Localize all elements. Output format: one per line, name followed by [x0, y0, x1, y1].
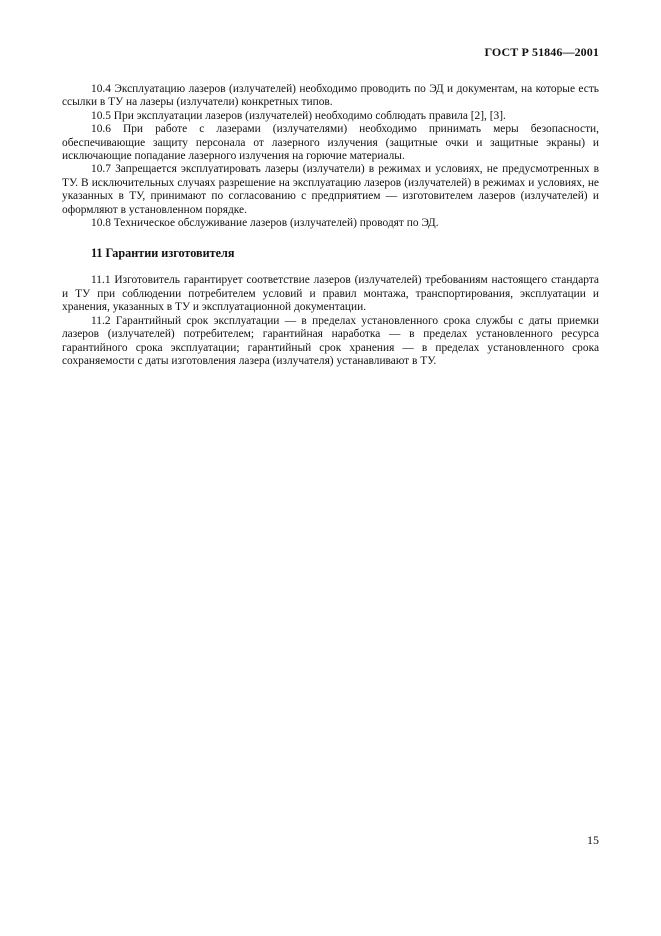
- document-body: [62, 83, 599, 368]
- paragraph-11-1: 11.1 Изготовитель гарантирует соответствие лазеров (излучателей) требованиям настоящего стандарта и ТУ при соблюдении потребителем условий и правил монтажа, транспортирования, эксплуатации и хранения, указанных в ТУ и эксплуатационной документации.: [62, 274, 599, 314]
- section-heading-11: 11 Гарантии изготовителя: [91, 246, 235, 261]
- paragraph-10-4: 10.4 Эксплуатацию лазеров (излучателей) необходимо проводить по ЭД и документам, на которые есть ссылки в ТУ на лазеры (излучатели) конкретных типов.: [62, 83, 599, 109]
- paragraph-11-2: 11.2 Гарантийный срок эксплуатации — в пределах установленного срока службы с даты приемки лазеров (излучателей) потребителем; гарантийная наработка — в пределах установленного ресурса гарантийного срока эксплуатации; гарантийный срок хранения — в пределах установленного срока сохраняемости с даты изготовления лазера (излучателя) устанавливают в ТУ.: [62, 314, 599, 367]
- page-number: 15: [587, 833, 599, 847]
- paragraph-10-8: 10.8 Техническое обслуживание лазеров (излучателей) проводят по ЭД.: [91, 217, 439, 230]
- standard-code-header: ГОСТ Р 51846—2001: [484, 45, 599, 59]
- paragraph-10-6: 10.6 При работе с лазерами (излучателями) необходимо принимать меры безопасности, обеспечивающие защиту персонала от лазерного излучения (защитные очки и защитные экраны) и исключающие попадание лазерного излучения на горючие материалы.: [62, 123, 599, 163]
- paragraph-10-7: 10.7 Запрещается эксплуатировать лазеры (излучатели) в режимах и условиях, не предусмотренных в ТУ. В исключительных случаях разрешение на эксплуатацию лазеров (излучателей) в режимах и условиях, не указанных в ТУ, принимают по согласованию с предприятием — изготовителем лазеров (излучателей) и оформляют в установленном порядке.: [62, 163, 599, 216]
- paragraph-10-5: 10.5 При эксплуатации лазеров (излучателей) необходимо соблюдать правила [2], [3].: [91, 109, 506, 122]
